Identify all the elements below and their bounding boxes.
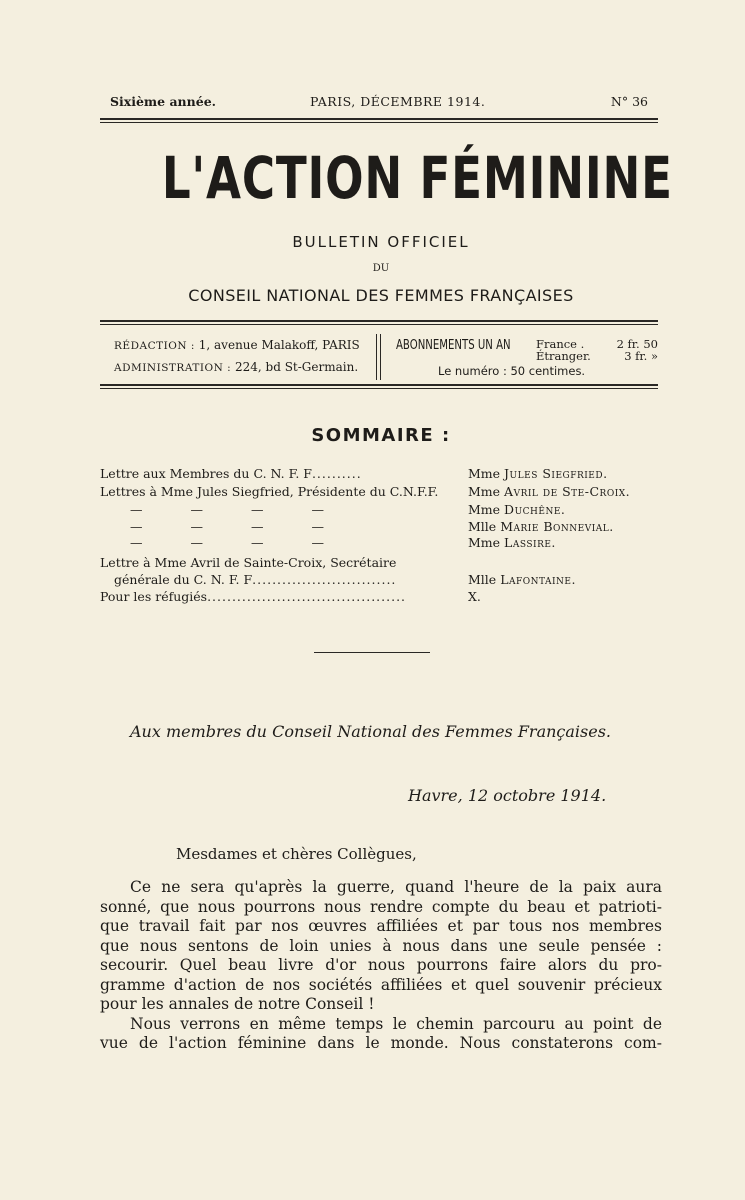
subscriptions-label: ABONNEMENTS UN AN	[396, 338, 511, 353]
letter-heading: Aux membres du Conseil National des Femmes Françaises.	[130, 722, 612, 741]
masthead-council: CONSEIL NATIONAL DES FEMMES FRANÇAISES	[188, 286, 574, 305]
admin-label: ADMINISTRATION :	[114, 362, 232, 374]
redaction-address: 1, avenue Malakoff, PARIS	[198, 338, 360, 352]
price-list	[536, 338, 658, 362]
single-issue-price: Le numéro : 50 centimes.	[438, 364, 586, 378]
redaction-label: RÉDACTION :	[114, 340, 195, 352]
rule	[100, 324, 658, 325]
address-block	[114, 338, 360, 374]
divider	[376, 334, 377, 380]
section-divider	[314, 652, 430, 653]
issue-year: Sixième année.	[110, 94, 216, 109]
letter-date: Havre, 12 octobre 1914.	[408, 786, 607, 805]
price-row: France . 2 fr. 50	[536, 337, 658, 351]
rule	[100, 384, 658, 386]
price-row: Étranger. 3 fr. »	[536, 349, 658, 363]
divider	[380, 334, 381, 380]
rule	[100, 122, 658, 123]
rule	[100, 320, 658, 322]
letter-salutation: Mesdames et chères Collègues,	[176, 845, 417, 863]
masthead-du: DU	[372, 263, 390, 274]
issue-number: N° 36	[610, 94, 648, 109]
paragraph: Nous verrons en même temps le chemin parcouru au point de vue de l'action féminine dans le monde. Nous constaterons com-	[100, 1014, 662, 1052]
document-page: Sixième année. PARIS, DÉCEMBRE 1914. N° 36 L'ACTION FÉMININE BULLETIN OFFICIEL DU CONSEIL NATIONAL DES FEMMES FRANÇAISES RÉDACTION : 1, avenue Malakoff, PARIS ADMINISTRATION : 224, bd St-Germain. ABONNEMENTS UN AN France . 2 fr. 50 Étranger. 3 fr. » Le numéro : 50 centimes. SOMMAIRE : Lettre aux Membres du C. N. F. F.......... Mme Jules Siegfried. Lettres à Mme Jules Siegfried, Présidente du C.N.F.F. Mme Avril de Ste-Croix. — — — — Mme Duchêne. — — — — Mlle Marie Bonnevial. — — — — Mme Lassire. Lettre à Mme Avril de Sainte-Croix, Secrétaire générale du C. N. F. F............................. Mlle Lafontaine. Pour les réfugiés........................................ X. Aux membres du Conseil National des Femmes Françaises. Havre, 12 octobre 1914. Mesdames et chères Collègues, Ce ne sera qu'après la guerre, quand l'heure de la paix aura sonné, que nous pourrons nous rendre compte du beau et patrioti- que travail fait par nos œuvres affiliées et par tous nos membres que nous sentons de loin unies à nous dans une seule pensée : secourir. Quel beau livre d'or nous pourrons faire alors du pro- gramme d'action de nos sociétés affiliées et quel souvenir précieux pour les annales de notre Conseil ! Nous verrons en même temps le chemin parcouru au point de vue de l'action féminine dans le monde. Nous constaterons com-	[100, 94, 673, 1052]
letter-body	[100, 878, 662, 1054]
contents-title: SOMMAIRE :	[311, 425, 451, 446]
issue-place-date: PARIS, DÉCEMBRE 1914.	[310, 94, 486, 109]
rule	[100, 388, 658, 389]
admin-address: 224, bd St-Germain.	[235, 360, 359, 374]
rule	[100, 118, 658, 120]
masthead-title: L'ACTION FÉMININE	[161, 144, 673, 212]
masthead-subtitle: BULLETIN OFFICIEL	[292, 233, 470, 251]
paragraph: Ce ne sera qu'après la guerre, quand l'heure de la paix aura sonné, que nous pourrons nous rendre compte du beau et patrioti- que travail fait par nos œuvres affiliées et par tous nos membres que nous sentons de loin unies à nous dans une seule pensée : secourir. Quel beau livre d'or nous pourrons faire alors du pro- gramme d'action de nos sociétés affiliées et quel souvenir précieux pour les annales de notre Conseil !	[100, 878, 662, 1013]
